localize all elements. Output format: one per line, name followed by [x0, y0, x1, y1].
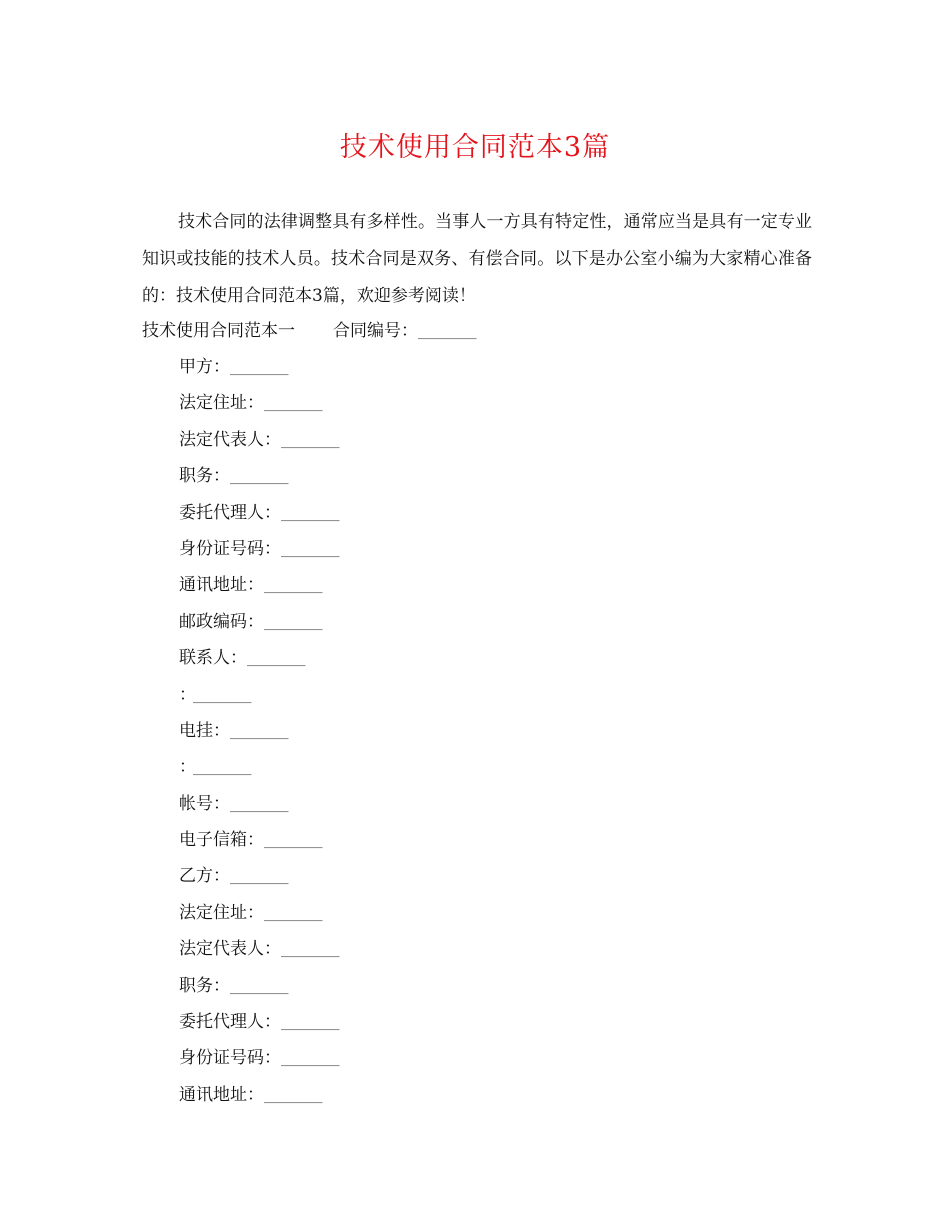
field-blank: _________ [281, 506, 340, 522]
field-label: 邮政编码： [179, 611, 264, 632]
field-blank: _________ [281, 433, 340, 449]
field-label: 帐号： [179, 793, 230, 814]
section-heading-line [142, 314, 477, 350]
form-field-row [179, 459, 779, 495]
field-blank: _________ [230, 724, 289, 740]
field-blank: _________ [230, 470, 289, 486]
field-blank: _________ [281, 1016, 340, 1032]
form-field-row [179, 350, 779, 386]
form-field-row [179, 787, 779, 823]
field-blank: _________ [264, 397, 323, 413]
contract-no-blank: _________ [418, 325, 477, 340]
form-field-row [179, 969, 779, 1005]
field-label: ： [179, 684, 196, 705]
field-label: 身份证号码： [179, 1048, 281, 1069]
field-label: 职务： [179, 975, 230, 996]
section-heading: 技术使用合同范本一 [142, 321, 295, 341]
field-blank: _________ [264, 1088, 323, 1104]
field-label: 甲方： [179, 357, 230, 377]
form-field-row [179, 496, 779, 532]
field-label: 通讯地址： [179, 575, 264, 596]
party-fields-list [179, 350, 779, 1114]
field-label: ： [179, 757, 196, 778]
field-label: 电挂： [179, 720, 230, 741]
field-blank: _________ [281, 1052, 340, 1068]
field-blank: _________ [264, 834, 323, 850]
field-label: 职务： [179, 466, 230, 487]
field-blank: _________ [230, 870, 289, 886]
form-field-row [179, 1005, 779, 1041]
intro-paragraph: 技术合同的法律调整具有多样性。当事人一方具有特定性，通常应当是具有一定专业知识或技能的技术人员。技术合同是双务、有偿合同。以下是办公室小编为大家精心准备的：技术使用合同范本3篇，欢迎参考阅读！ [142, 212, 812, 306]
field-label: 法定代表人： [179, 429, 281, 450]
form-field-row [179, 1078, 779, 1114]
field-label: 法定住址： [179, 393, 264, 414]
form-field-row [179, 532, 779, 568]
field-blank: _________ [247, 652, 306, 668]
field-blank: _________ [264, 906, 323, 922]
form-field-row [179, 932, 779, 968]
form-field-row [179, 1041, 779, 1077]
form-field-row [179, 605, 779, 641]
form-field-row [179, 386, 779, 422]
form-field-row [179, 859, 779, 895]
field-label: 委托代理人： [179, 1012, 281, 1033]
form-field-row [179, 423, 779, 459]
document-title: 技术使用合同范本3篇 [339, 132, 611, 163]
field-blank: _________ [230, 361, 289, 376]
field-label: 身份证号码： [179, 538, 281, 559]
form-field-row [179, 750, 779, 786]
field-blank: _________ [264, 579, 323, 595]
field-blank: _________ [230, 797, 289, 813]
form-field-row [179, 714, 779, 750]
field-blank: _________ [281, 542, 340, 558]
field-label: 联系人： [179, 648, 247, 669]
field-blank: _________ [230, 979, 289, 995]
form-field-row [179, 678, 779, 714]
form-field-row [179, 568, 779, 604]
form-field-row [179, 823, 779, 859]
form-field-row [179, 896, 779, 932]
field-blank: _________ [281, 943, 340, 959]
field-label: 委托代理人： [179, 502, 281, 523]
form-field-row [179, 641, 779, 677]
field-blank: _________ [193, 761, 252, 777]
field-label: 法定住址： [179, 902, 264, 923]
field-label: 法定代表人： [179, 939, 281, 960]
field-label: 乙方： [179, 866, 230, 887]
field-label: 通讯地址： [179, 1084, 264, 1105]
contract-no-label: 合同编号： [333, 321, 418, 341]
field-label: 电子信箱： [179, 830, 264, 851]
field-blank: _________ [264, 615, 323, 631]
field-blank: _________ [193, 688, 252, 704]
